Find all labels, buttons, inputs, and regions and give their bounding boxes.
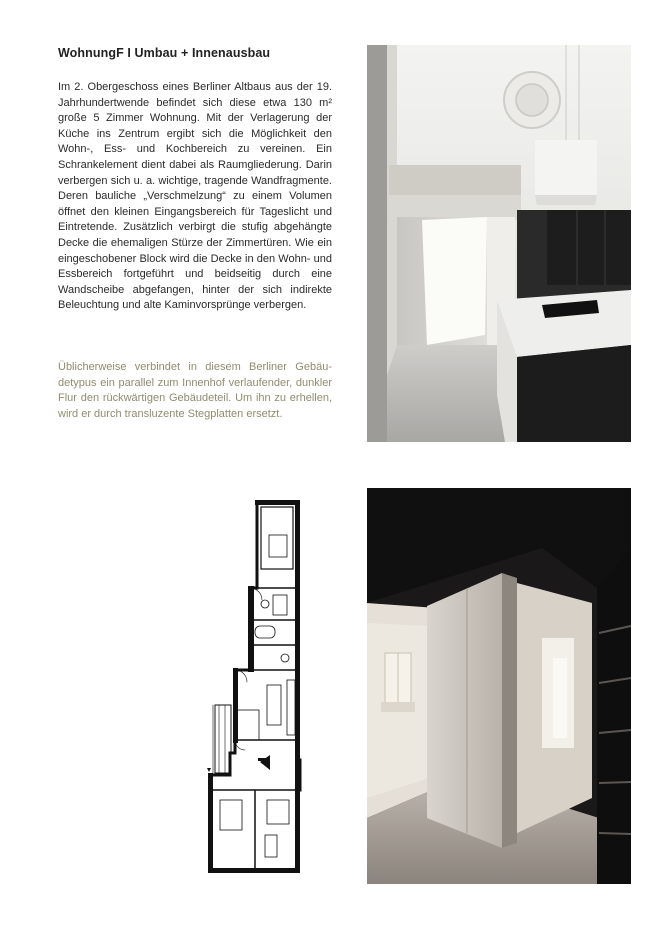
hallway-photo xyxy=(367,488,631,884)
description-paragraph: Im 2. Obergeschoss eines Berliner Altbaus aus der 19. Jahrhundertwende befindet sich diese etwa 130 m² große 5 Zimmer Wohnung. Mit der Verlagerung der Küche ins Zentrum ergibt sich die Möglichkeit den Wohn-, Ess- und Kochbereich zu vereinen. Ein Schrankelement dient dabei als Raumgliederung. Darin verbergen sich u. a. wichtige, tragende Wandfragmente. Deren bauliche „Verschmelzung“ zu einem Volumen öffnet den kleinen Eingangsbereich für Tageslicht und Eintretende. Zusätzlich verbirgt die stufig abgehängte Decke die ehemaligen Stürze der Zimmertüren. Wie ein eingeschobener Block wird die Decke in den Wohn- und Essbereich fortgeführt und beidseitig durch eine Wandscheibe abgefangen, hinter der sich indirekte Beleuchtung und alte Kaminvorsprünge verbergen. xyxy=(58,81,332,312)
kitchen-photo xyxy=(367,45,631,442)
page-title: WohnungF I Umbau + Innenausbau xyxy=(58,46,271,60)
hallway-paragraph: Üblicherweise verbindet in diesem Berliner Gebäudetypus ein parallel zum Innenhof verlaufender, dunkler Flur den rückwärtigen Gebäudeteil. Um ihn zu erhellen, wird er durch transluzente Stegplatten ersetzt. xyxy=(58,361,332,420)
floor-plan xyxy=(205,500,320,875)
